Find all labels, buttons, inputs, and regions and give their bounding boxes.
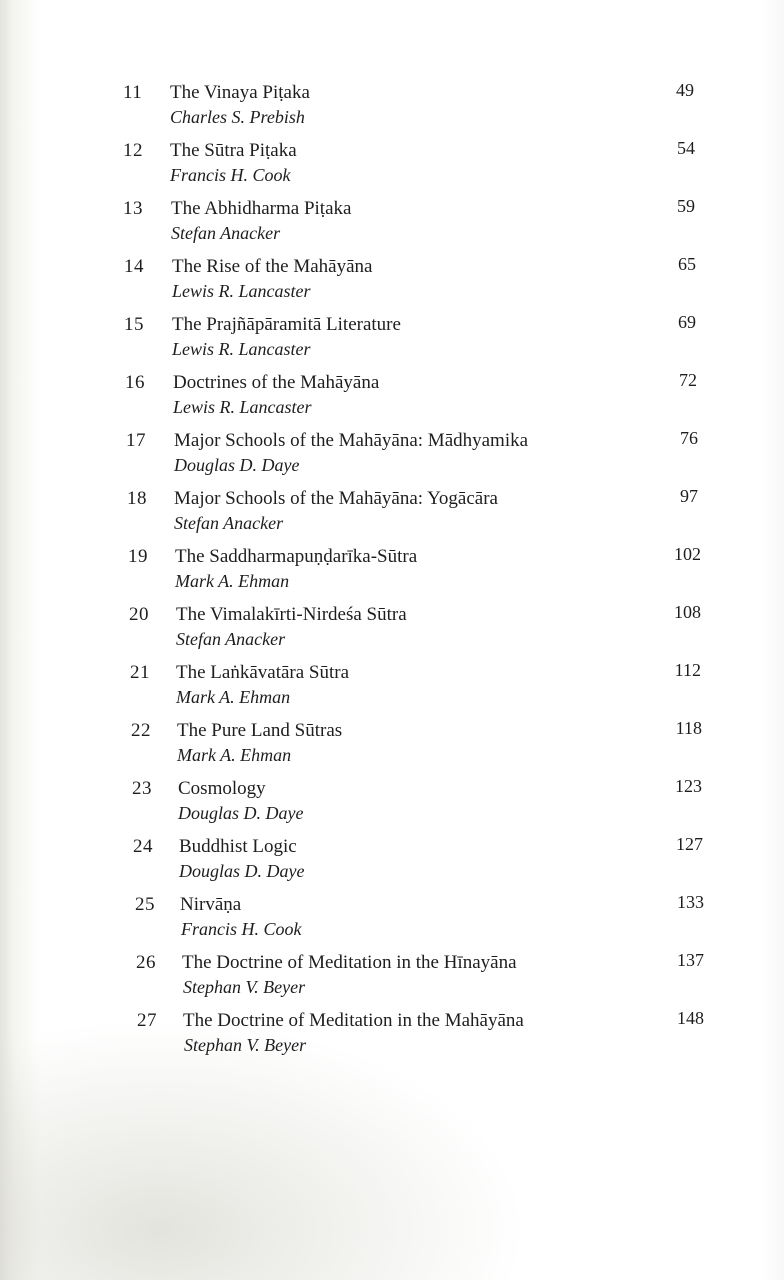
chapter-title: The Vimalakīrti-Nirdeśa Sūtra (176, 604, 407, 625)
chapter-number: 24 (133, 836, 153, 857)
chapter-author: Stefan Anacker (174, 513, 284, 533)
chapter-number: 20 (129, 604, 149, 625)
chapter-title: The Abhidharma Piṭaka (171, 198, 352, 219)
chapter-title: Buddhist Logic (179, 836, 297, 857)
chapter-title: The Saddharmapuṇḍarīka-Sūtra (175, 546, 418, 567)
chapter-author: Mark A. Ehman (175, 571, 290, 591)
chapter-author: Douglas D. Daye (178, 803, 304, 823)
chapter-number: 17 (126, 430, 146, 451)
chapter-title: Cosmology (178, 778, 266, 799)
chapter-number: 16 (125, 372, 145, 393)
chapter-author: Charles S. Prebish (170, 107, 305, 127)
page-number: 97 (680, 486, 698, 506)
page-number: 133 (677, 892, 704, 912)
page-number: 108 (674, 602, 701, 622)
page-number: 137 (677, 950, 704, 970)
chapter-number: 13 (123, 198, 143, 219)
chapter-author: Mark A. Ehman (177, 745, 292, 765)
chapter-title: Major Schools of the Mahāyāna: Yogācāra (174, 488, 498, 509)
chapter-title: The Prajñāpāramitā Literature (172, 314, 401, 335)
page-number: 49 (676, 80, 694, 100)
chapter-number: 23 (132, 778, 152, 799)
chapter-number: 18 (127, 488, 147, 509)
page-number: 59 (677, 196, 695, 216)
page-number: 102 (674, 544, 701, 564)
chapter-author: Douglas D. Daye (179, 861, 305, 881)
chapter-title: The Laṅkāvatāra Sūtra (176, 662, 350, 683)
page-number: 148 (677, 1008, 704, 1028)
chapter-author: Francis H. Cook (170, 165, 291, 185)
chapter-number: 21 (130, 662, 150, 683)
chapter-author: Lewis R. Lancaster (172, 281, 311, 301)
chapter-title: Major Schools of the Mahāyāna: Mādhyamika (174, 430, 529, 451)
chapter-number: 27 (137, 1010, 157, 1031)
chapter-number: 26 (136, 952, 156, 973)
page-number: 123 (675, 776, 702, 796)
page-number: 69 (678, 312, 696, 332)
chapter-number: 11 (123, 82, 143, 103)
chapter-number: 25 (135, 894, 155, 915)
chapter-number: 14 (124, 256, 144, 277)
chapter-title: Doctrines of the Mahāyāna (173, 372, 380, 393)
chapter-title: The Pure Land Sūtras (177, 720, 343, 741)
chapter-number: 15 (124, 314, 144, 335)
page-number: 76 (680, 428, 698, 448)
page-number: 127 (676, 834, 703, 854)
chapter-author: Mark A. Ehman (176, 687, 291, 707)
chapter-author: Stephan V. Beyer (183, 977, 306, 997)
chapter-number: 22 (131, 720, 151, 741)
page-number: 112 (674, 660, 701, 680)
chapter-author: Stefan Anacker (176, 629, 286, 649)
chapter-author: Stephan V. Beyer (184, 1035, 307, 1055)
chapter-author: Francis H. Cook (181, 919, 302, 939)
chapter-title: The Vinaya Piṭaka (170, 82, 310, 103)
page-number: 72 (679, 370, 697, 390)
chapter-author: Stefan Anacker (171, 223, 281, 243)
page-number: 118 (675, 718, 702, 738)
chapter-author: Lewis R. Lancaster (173, 397, 312, 417)
chapter-title: The Sūtra Piṭaka (170, 140, 297, 161)
chapter-number: 19 (128, 546, 148, 567)
page-number: 65 (678, 254, 696, 274)
chapter-title: The Rise of the Mahāyāna (172, 256, 373, 277)
chapter-author: Douglas D. Daye (174, 455, 300, 475)
chapter-number: 12 (123, 140, 143, 161)
page-number: 54 (677, 138, 695, 158)
chapter-title: The Doctrine of Meditation in the Mahāyāna (183, 1010, 524, 1031)
chapter-author: Lewis R. Lancaster (172, 339, 311, 359)
chapter-title: Nirvāṇa (180, 894, 242, 915)
chapter-title: The Doctrine of Meditation in the Hīnayāna (182, 952, 517, 973)
